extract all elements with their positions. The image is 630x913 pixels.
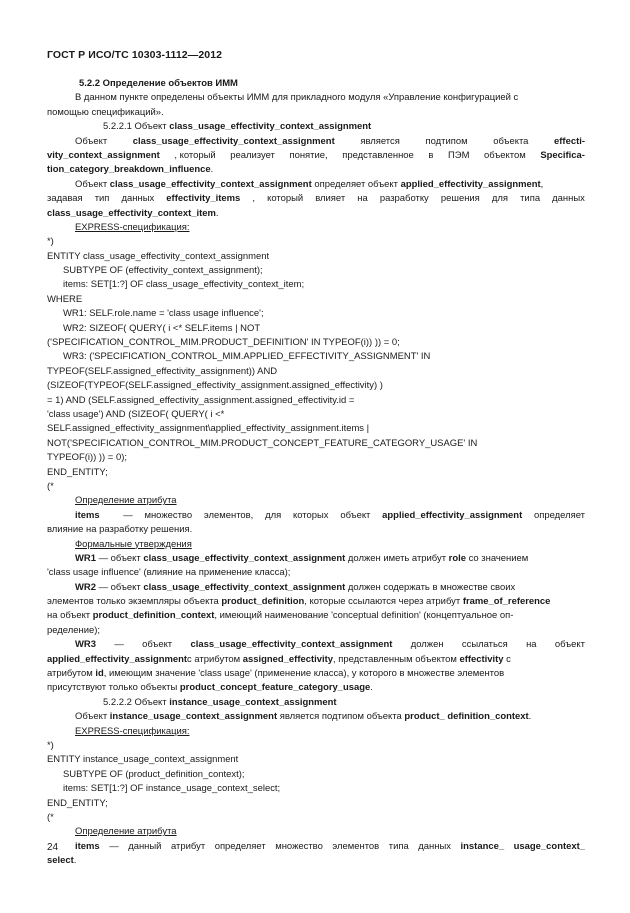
bold-term: assigned_effectivity — [242, 653, 333, 665]
text-run: items: SET[1:?] OF class_usage_effectivity_context_item; — [63, 279, 305, 291]
paragraph-line — [47, 710, 585, 724]
bold-term: role — [448, 552, 466, 564]
text-run: является подтипом объекта — [277, 711, 405, 723]
text-run: 'class usage influence' (влияние на применение класса); — [47, 567, 291, 579]
text-run: — — [114, 639, 124, 651]
underlined-label: Определение атрибута — [75, 495, 177, 507]
text-run: понятие, — [289, 149, 328, 161]
text-run: Объект — [75, 711, 110, 723]
text-run: = 1) AND (SELF.assigned_effectivity_assignment.assigned_effectivity.id = — [47, 394, 355, 406]
text-run: SELF.assigned_effectivity_assignment\applied_effectivity_assignment.items | — [47, 423, 370, 435]
text-run: *) — [47, 739, 54, 751]
text-run: — — [109, 840, 119, 852]
paragraph-line — [47, 163, 585, 177]
bold-term: frame_of_reference — [462, 596, 551, 608]
page-number: 24 — [47, 842, 59, 853]
text-run: SUBTYPE OF (product_definition_context); — [63, 768, 245, 780]
text-run: ('SPECIFICATION_CONTROL_MIM.PRODUCT_DEFINITION' IN TYPEOF(i)) )) = 0; — [47, 337, 400, 349]
text-run: данных — [552, 193, 585, 205]
text-run: items: SET[1:?] OF instance_usage_context_select; — [63, 783, 281, 795]
text-run: ENTITY instance_usage_context_assignment — [47, 754, 239, 766]
underlined-label: Формальные утверждения — [75, 538, 192, 550]
text-run: должен содержать в множестве своих — [345, 581, 516, 593]
bold-term: usage_context_ — [513, 840, 585, 852]
text-run: ределение); — [47, 624, 100, 636]
attribute-definition-label — [47, 825, 585, 839]
text-run: данных — [418, 840, 451, 852]
text-run: подтипом — [425, 135, 468, 147]
code-line — [47, 739, 585, 753]
code-line — [47, 350, 585, 364]
text-run: , который — [174, 149, 216, 161]
text-run: объектом — [484, 149, 526, 161]
text-run: решения — [440, 193, 480, 205]
formal-propositions-label — [47, 538, 585, 552]
underlined-label: EXPRESS-спецификация: — [75, 725, 190, 737]
text-run: . — [210, 164, 214, 176]
code-line — [47, 811, 585, 825]
code-line — [47, 408, 585, 422]
code-line — [47, 768, 585, 782]
text-run: должен — [410, 639, 444, 651]
code-line — [47, 437, 585, 451]
text-run: типа — [520, 193, 541, 205]
text-run: определяет объект — [311, 178, 401, 190]
text-run: элементов только экземпляры объекта — [47, 596, 222, 608]
bold-term: class_usage_effectivity_context_assignment — [169, 121, 372, 133]
text-run: . — [528, 711, 532, 723]
text-run: WHERE — [47, 293, 83, 305]
running-header: ГОСТ Р ИСО/ТС 10303-1112—2012 — [47, 49, 223, 61]
bold-term: class_usage_effectivity_context_assignment — [143, 552, 346, 564]
bold-term: WR1 — [75, 552, 96, 564]
code-line — [47, 250, 585, 264]
express-spec-label — [47, 725, 585, 739]
bold-term: product_definition — [221, 596, 305, 608]
paragraph-line — [47, 854, 585, 868]
text-run: для — [265, 509, 282, 521]
text-run: Объект — [75, 178, 110, 190]
paragraph-line — [47, 624, 585, 638]
code-line — [47, 466, 585, 480]
code-line — [47, 278, 585, 292]
code-line — [47, 322, 585, 336]
underlined-label: Определение атрибута — [75, 826, 177, 838]
text-run: SUBTYPE OF (effectivity_context_assignment); — [63, 265, 263, 277]
text-run: определяет — [534, 509, 585, 521]
code-line — [47, 293, 585, 307]
paragraph-line — [47, 653, 585, 667]
text-run: с — [503, 653, 511, 665]
text-run: , представленным объектом — [332, 653, 460, 665]
subsection-heading — [47, 120, 585, 134]
text-run: является — [360, 135, 400, 147]
code-line — [47, 379, 585, 393]
paragraph-line — [47, 840, 585, 854]
underlined-label: EXPRESS-спецификация: — [75, 221, 190, 233]
text-run: задавая — [47, 193, 83, 205]
text-run: атрибут — [171, 840, 206, 852]
text-run: *) — [47, 236, 54, 248]
text-run: . — [215, 207, 219, 219]
text-run: множество — [144, 509, 193, 521]
paragraph-line — [47, 552, 585, 566]
paragraph-line — [47, 681, 585, 695]
text-run: элементов — [332, 840, 380, 852]
text-run: (* — [47, 480, 54, 492]
text-run: ENTITY class_usage_effectivity_context_assignment — [47, 250, 270, 262]
code-line — [47, 264, 585, 278]
text-run: разработку — [379, 193, 429, 205]
text-run: В данном пункте определены объекты ИММ для прикладного модуля «Управление конфигурацией с — [75, 92, 519, 104]
text-run: со значением — [465, 552, 529, 564]
text-run: — объект — [95, 581, 144, 593]
text-run: тип — [94, 193, 110, 205]
bold-term: effecti- — [554, 135, 585, 147]
bold-term: class_usage_effectivity_context_assignment — [143, 581, 346, 593]
paragraph-line — [47, 178, 585, 192]
section-heading — [47, 77, 585, 91]
text-run: Объект — [75, 135, 108, 147]
text-run: 5.2.2.2 Объект — [103, 696, 170, 708]
text-run: TYPEOF(SELF.assigned_effectivity_assignment)) AND — [47, 365, 278, 377]
code-line — [47, 365, 585, 379]
bold-term: class_usage_effectivity_context_item — [47, 207, 216, 219]
code-line — [47, 782, 585, 796]
paragraph-line — [47, 581, 585, 595]
text-run: WR3: ('SPECIFICATION_CONTROL_MIM.APPLIED_EFFECTIVITY_ASSIGNMENT' IN — [63, 351, 431, 363]
bold-term: Specifica- — [540, 149, 585, 161]
text-run: — — [123, 509, 133, 521]
bold-term: items — [75, 840, 100, 852]
text-run: реализует — [230, 149, 275, 161]
paragraph-line — [47, 106, 585, 120]
text-run: 5.2.2.1 Объект — [103, 121, 170, 133]
text-run: представленное — [342, 149, 414, 161]
text-run: типа — [388, 840, 409, 852]
text-run: влияет — [315, 193, 346, 205]
text-run: . — [73, 855, 77, 867]
code-line — [47, 336, 585, 350]
text-run: присутствуют только объекты — [47, 682, 180, 694]
text-run: 'class usage') AND (SIZEOF( QUERY( i <* — [47, 408, 225, 420]
code-line — [47, 451, 585, 465]
text-run: END_ENTITY; — [47, 466, 108, 478]
document-body — [47, 77, 585, 868]
text-run: ссылаться — [461, 639, 508, 651]
text-run: на — [526, 639, 537, 651]
text-run: влияние на разработку решения. — [47, 524, 193, 536]
bold-term: instance_usage_context_assignment — [169, 696, 337, 708]
text-run: объект — [142, 639, 173, 651]
text-run: элементов, — [203, 509, 254, 521]
code-line — [47, 235, 585, 249]
text-run: WR1: SELF.role.name = 'class usage influence'; — [63, 308, 264, 320]
text-run: , которые ссылаются через атрибут — [304, 596, 463, 608]
text-run: — объект — [95, 552, 144, 564]
text-run: TYPEOF(i)) )) = 0); — [47, 452, 127, 464]
text-run: для — [491, 193, 509, 205]
code-line — [47, 307, 585, 321]
text-run: данный — [128, 840, 162, 852]
bold-term: class_usage_effectivity_context_assignment — [190, 639, 393, 651]
bold-term: items — [75, 509, 100, 521]
code-line — [47, 394, 585, 408]
text-run: , — [540, 178, 544, 190]
bold-term: applied_effectivity_assignment — [400, 178, 541, 190]
paragraph-line — [47, 509, 585, 523]
text-run: . — [370, 682, 373, 694]
text-run: определяет — [214, 840, 266, 852]
text-run: ПЭМ — [448, 149, 470, 161]
text-run: объекта — [493, 135, 529, 147]
code-line — [47, 753, 585, 767]
subsection-heading — [47, 696, 585, 710]
bold-term: class_usage_effectivity_context_assignment — [132, 135, 335, 147]
paragraph-line — [47, 595, 585, 609]
text-run: множество — [275, 840, 323, 852]
bold-term: instance_usage_context_assignment — [109, 711, 278, 723]
bold-term: effectivity_items — [166, 193, 241, 205]
text-run: объект — [340, 509, 371, 521]
text-run: в — [428, 149, 434, 161]
paragraph-line — [47, 667, 585, 681]
bold-term: WR3 — [75, 639, 96, 651]
code-line — [47, 480, 585, 494]
text-run: WR2: SIZEOF( QUERY( i <* SELF.items | NOT — [63, 322, 261, 334]
text-run: данных — [121, 193, 155, 205]
text-run: с атрибутом — [187, 653, 243, 665]
bold-term: applied_effectivity_assignment — [47, 653, 188, 665]
express-spec-label — [47, 221, 585, 235]
bold-term: 5.2.2 Определение объектов ИММ — [79, 78, 238, 89]
paragraph-line — [47, 149, 585, 163]
bold-term: class_usage_effectivity_context_assignment — [109, 178, 312, 190]
text-run: объект — [554, 639, 585, 651]
text-run: помощью спецификаций». — [47, 106, 164, 118]
bold-term: product_concept_feature_category_usage — [179, 682, 371, 694]
text-run: (SIZEOF(TYPEOF(SELF.assigned_effectivity_assignment.assigned_effectivity) ) — [47, 380, 383, 392]
text-run: , имеющий наименование 'conceptual definition' (концептуальное оп- — [214, 610, 514, 622]
text-run: , — [252, 193, 255, 205]
paragraph-line — [47, 91, 585, 105]
bold-term: select — [47, 855, 74, 867]
paragraph-line — [47, 135, 585, 149]
paragraph-line — [47, 207, 585, 221]
text-run: (* — [47, 811, 54, 823]
text-run: на объект — [47, 610, 93, 622]
bold-term: effectivity — [459, 653, 504, 665]
bold-term: instance_ — [460, 840, 505, 852]
text-run: должен иметь атрибут — [345, 552, 449, 564]
code-line — [47, 797, 585, 811]
paragraph-line — [47, 566, 585, 580]
text-run: которых — [293, 509, 329, 521]
paragraph-line — [47, 638, 585, 652]
text-run: , имеющим значение 'class usage' (применение класса), у которого в множестве элементов — [103, 668, 505, 680]
text-run: который — [267, 193, 304, 205]
paragraph-line — [47, 523, 585, 537]
bold-term: WR2 — [75, 581, 96, 593]
bold-term: product_definition_context — [92, 610, 215, 622]
bold-term: applied_effectivity_assignment — [382, 509, 523, 521]
attribute-definition-label — [47, 494, 585, 508]
text-run: END_ENTITY; — [47, 797, 108, 809]
paragraph-line — [47, 609, 585, 623]
code-line — [47, 422, 585, 436]
paragraph-line — [47, 192, 585, 206]
text-run: на — [357, 193, 368, 205]
bold-term: product_ definition_context — [404, 711, 529, 723]
bold-term: id — [95, 668, 104, 680]
text-run: атрибутом — [47, 668, 96, 680]
bold-term: vity_context_assignment — [47, 149, 160, 161]
bold-term: tion_category_breakdown_influence — [47, 164, 211, 176]
text-run: NOT('SPECIFICATION_CONTROL_MIM.PRODUCT_CONCEPT_FEATURE_CATEGORY_USAGE' IN — [47, 437, 478, 449]
